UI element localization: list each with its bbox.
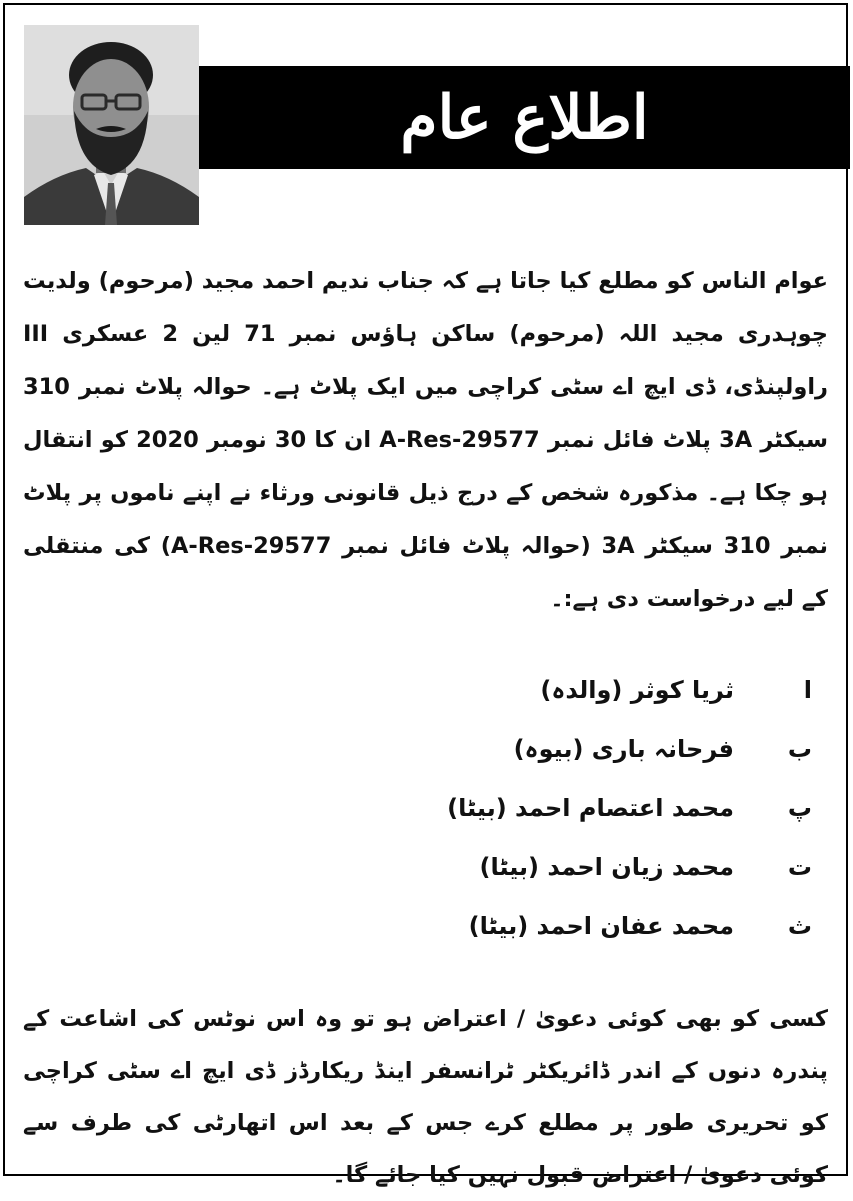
heir-name: ثریا کوثر (والدہ) [540,675,734,704]
intro-paragraph: عوام الناس کو مطلع کیا جاتا ہے کہ جناب ندیم احمد مجید (مرحوم) ولدیت چوہدری مجید اللہ (مرحوم) ساکن ہاؤس نمبر 71 لین 2 عسکری III راولپنڈی، ڈی ایچ اے سٹی کراچی میں ایک پلاٹ ہے۔ حوالہ پلاٹ نمبر 310 سیکٹر 3A پلاٹ فائل نمبر A-Res-29577 ان کا 30 نومبر 2020 کو انتقال ہو چکا ہے۔ مذکورہ شخص کے درج ذیل قانونی ورثاء نے اپنے ناموں پر پلاٹ نمبر 310 سیکٹر 3A (حوالہ پلاٹ فائل نمبر A-Res-29577) کی منتقلی کے لیے درخواست دی ہے:۔ [23,268,828,612]
heir-name: فرحانہ باری (بیوہ) [513,734,734,763]
heir-letter: ت [787,852,812,881]
heir-letter: ب [787,734,812,763]
heir-item [412,896,812,955]
closing-paragraph: کسی کو بھی کوئی دعویٰ / اعتراض ہو تو وہ اس نوٹس کی اشاعت کے پندرہ دنوں کے اندر ڈائریکٹر ٹرانسفر اینڈ ریکارڈز ڈی ایچ اے سٹی کراچی کو تحریری طور پر مطلع کرے جس کے بعد اس اتھارٹی کی طرف سے کوئی دعویٰ / اعتراض قبول نہیں کیا جائے گا۔ [23,1006,828,1188]
heirs-list [412,660,812,955]
heir-letter: ث [787,911,812,940]
public-notice [3,3,848,1188]
heir-letter: پ [787,793,812,822]
heir-name: محمد اعتصام احمد (بیٹا) [447,793,734,822]
heir-item [412,837,812,896]
heir-letter: ا [803,675,812,704]
heir-item [412,660,812,719]
heir-item [412,719,812,778]
notice-body [23,255,828,626]
heir-name: محمد زیان احمد (بیٹا) [479,852,734,881]
closing-section [23,993,828,1201]
notice-title: اطلاع عام [400,82,649,153]
title-bar [199,66,850,169]
heir-name: محمد عفان احمد (بیٹا) [468,911,734,940]
portrait-image [24,25,199,225]
heir-item [412,778,812,837]
person-photo [24,25,199,225]
